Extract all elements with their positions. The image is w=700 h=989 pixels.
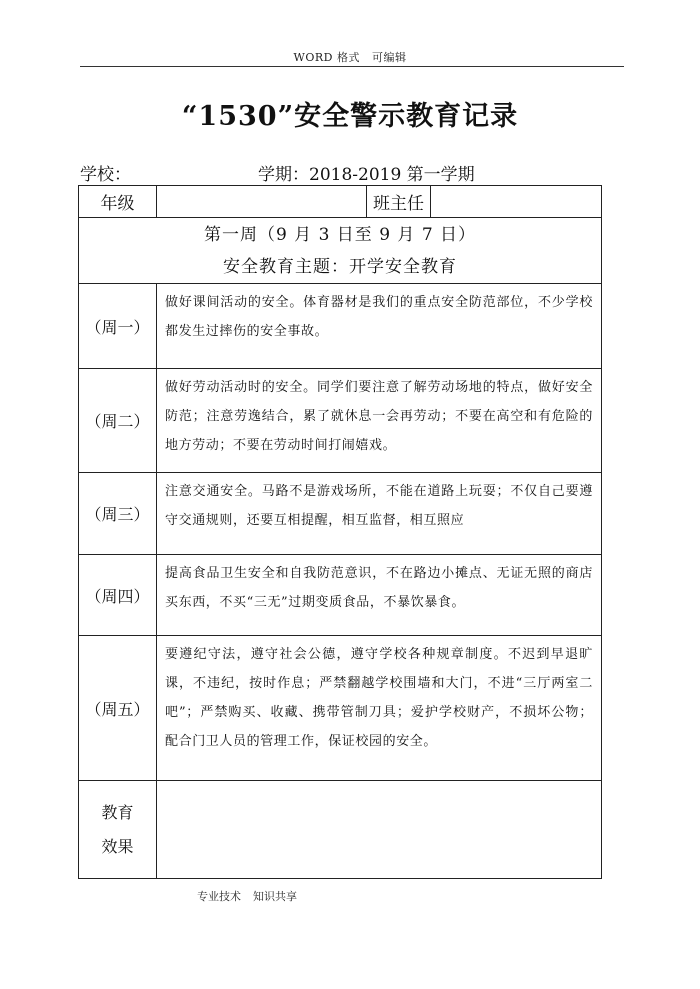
day-label-mon: （周一） xyxy=(79,284,157,369)
day-row xyxy=(79,284,602,369)
effect-label-line-1: 教育 xyxy=(101,802,134,822)
day-row xyxy=(79,473,602,555)
day-label-fri: （周五） xyxy=(79,636,157,781)
header-editable-label: 可编辑 xyxy=(371,51,407,64)
effect-label xyxy=(79,781,157,879)
grade-label: 年级 xyxy=(79,186,157,218)
day-label-wed: （周三） xyxy=(79,473,157,555)
day-text-fri: 要遵纪守法，遵守社会公德，遵守学校各种规章制度。不迟到早退旷课，不违纪，按时作息；严禁翻越学校围墙和大门，不进“三厅两室二吧”；严禁购买、收藏、携带管制刀具；爱护学校财产，不损坏公物；配合门卫人员的管理工作，保证校园的安全。 xyxy=(157,636,602,781)
education-theme: 安全教育主题：开学安全教育 xyxy=(223,256,457,277)
footer-right-label: 知识共享 xyxy=(253,890,297,903)
day-row xyxy=(79,555,602,636)
grade-row xyxy=(79,186,602,218)
day-text-thu: 提高食品卫生安全和自我防范意识，不在路边小摊点、无证无照的商店买东西，不买“三无”过期变质食品，不暴饮暴食。 xyxy=(157,555,602,636)
effect-value-cell[interactable] xyxy=(157,781,602,879)
teacher-label: 班主任 xyxy=(367,186,431,218)
day-label-thu: （周四） xyxy=(79,555,157,636)
day-label-tue: （周二） xyxy=(79,369,157,473)
effect-label-line-2: 效果 xyxy=(101,836,134,856)
grade-value-cell[interactable] xyxy=(157,186,367,218)
week-row xyxy=(79,218,602,284)
day-row xyxy=(79,369,602,473)
school-label: 学校： xyxy=(80,165,131,185)
day-text-wed: 注意交通安全。马路不是游戏场所，不能在道路上玩耍；不仅自己要遵守交通规则，还要互相提醒，相互监督，相互照应 xyxy=(157,473,602,555)
term-label: 学期：2018-2019 第一学期 xyxy=(258,165,475,185)
day-text-tue: 做好劳动活动时的安全。同学们要注意了解劳动场地的特点，做好安全防范；注意劳逸结合，累了就休息一会再劳动；不要在高空和有危险的地方劳动；不要在劳动时间打闹嬉戏。 xyxy=(157,369,602,473)
page-footer-note xyxy=(197,888,297,904)
day-text-mon: 做好课间活动的安全。体育器材是我们的重点安全防范部位，不少学校都发生过摔伤的安全事故。 xyxy=(157,284,602,369)
page-header-note xyxy=(0,49,700,65)
record-table xyxy=(78,185,602,879)
page-title: “1530”安全警示教育记录 xyxy=(181,101,519,132)
header-format-label: WORD 格式 xyxy=(293,51,360,64)
day-row xyxy=(79,636,602,781)
teacher-value-cell[interactable] xyxy=(431,186,602,218)
week-range: 第一周（9 月 3 日至 9 月 7 日） xyxy=(203,224,477,245)
footer-left-label: 专业技术 xyxy=(197,890,241,903)
effect-row xyxy=(79,781,602,879)
header-rule xyxy=(80,66,624,67)
week-cell xyxy=(79,218,602,284)
